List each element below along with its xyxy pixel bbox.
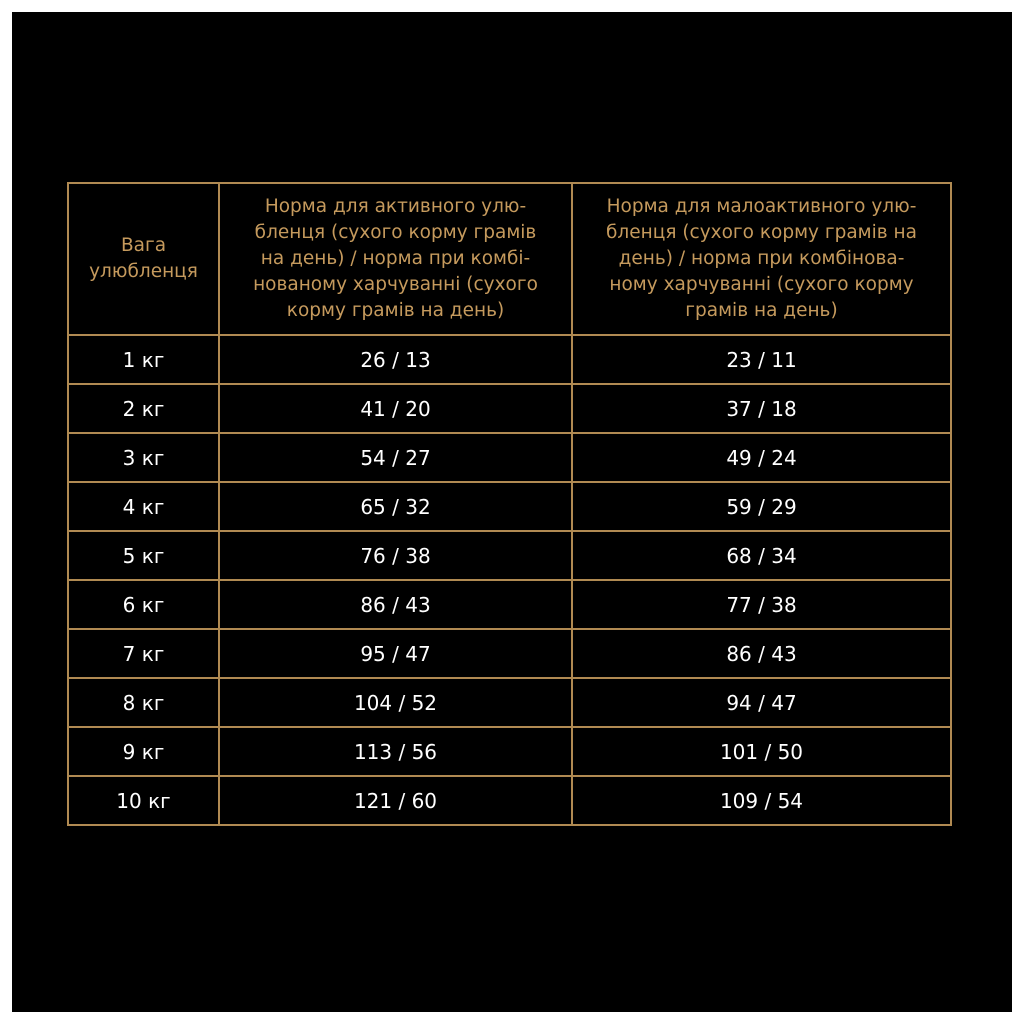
header-low-activity-norm: Норма для малоактивного улю- бленця (сухого корму грамів на день) / норма при комбінова- ному харчуванні (сухого корму грамів на день) [572, 183, 951, 335]
cell-active-norm: 41 / 20 [219, 384, 572, 433]
cell-weight: 8 кг [68, 678, 219, 727]
table-row [68, 776, 951, 825]
cell-weight: 1 кг [68, 335, 219, 384]
feeding-table [67, 182, 952, 826]
cell-low-activity-norm: 94 / 47 [572, 678, 951, 727]
cell-active-norm: 104 / 52 [219, 678, 572, 727]
cell-weight: 4 кг [68, 482, 219, 531]
header-active-norm: Норма для активного улю- бленця (сухого корму грамів на день) / норма при комбі- нованому харчуванні (сухого корму грамів на день) [219, 183, 572, 335]
cell-weight: 7 кг [68, 629, 219, 678]
table-row [68, 335, 951, 384]
cell-low-activity-norm: 37 / 18 [572, 384, 951, 433]
table-row [68, 727, 951, 776]
table-row [68, 531, 951, 580]
cell-active-norm: 65 / 32 [219, 482, 572, 531]
cell-low-activity-norm: 101 / 50 [572, 727, 951, 776]
cell-low-activity-norm: 68 / 34 [572, 531, 951, 580]
header-weight: Вага улюбленця [68, 183, 219, 335]
cell-weight: 10 кг [68, 776, 219, 825]
table-row [68, 482, 951, 531]
table-row [68, 384, 951, 433]
cell-low-activity-norm: 77 / 38 [572, 580, 951, 629]
cell-active-norm: 113 / 56 [219, 727, 572, 776]
cell-active-norm: 26 / 13 [219, 335, 572, 384]
cell-weight: 3 кг [68, 433, 219, 482]
cell-active-norm: 95 / 47 [219, 629, 572, 678]
header-row [68, 183, 951, 335]
cell-weight: 9 кг [68, 727, 219, 776]
cell-low-activity-norm: 49 / 24 [572, 433, 951, 482]
cell-low-activity-norm: 109 / 54 [572, 776, 951, 825]
cell-weight: 2 кг [68, 384, 219, 433]
cell-low-activity-norm: 23 / 11 [572, 335, 951, 384]
cell-active-norm: 86 / 43 [219, 580, 572, 629]
cell-active-norm: 76 / 38 [219, 531, 572, 580]
table-row [68, 678, 951, 727]
cell-low-activity-norm: 86 / 43 [572, 629, 951, 678]
table-row [68, 580, 951, 629]
image-canvas [12, 12, 1012, 1012]
cell-active-norm: 54 / 27 [219, 433, 572, 482]
table-row [68, 433, 951, 482]
cell-weight: 6 кг [68, 580, 219, 629]
cell-weight: 5 кг [68, 531, 219, 580]
cell-low-activity-norm: 59 / 29 [572, 482, 951, 531]
cell-active-norm: 121 / 60 [219, 776, 572, 825]
table-row [68, 629, 951, 678]
